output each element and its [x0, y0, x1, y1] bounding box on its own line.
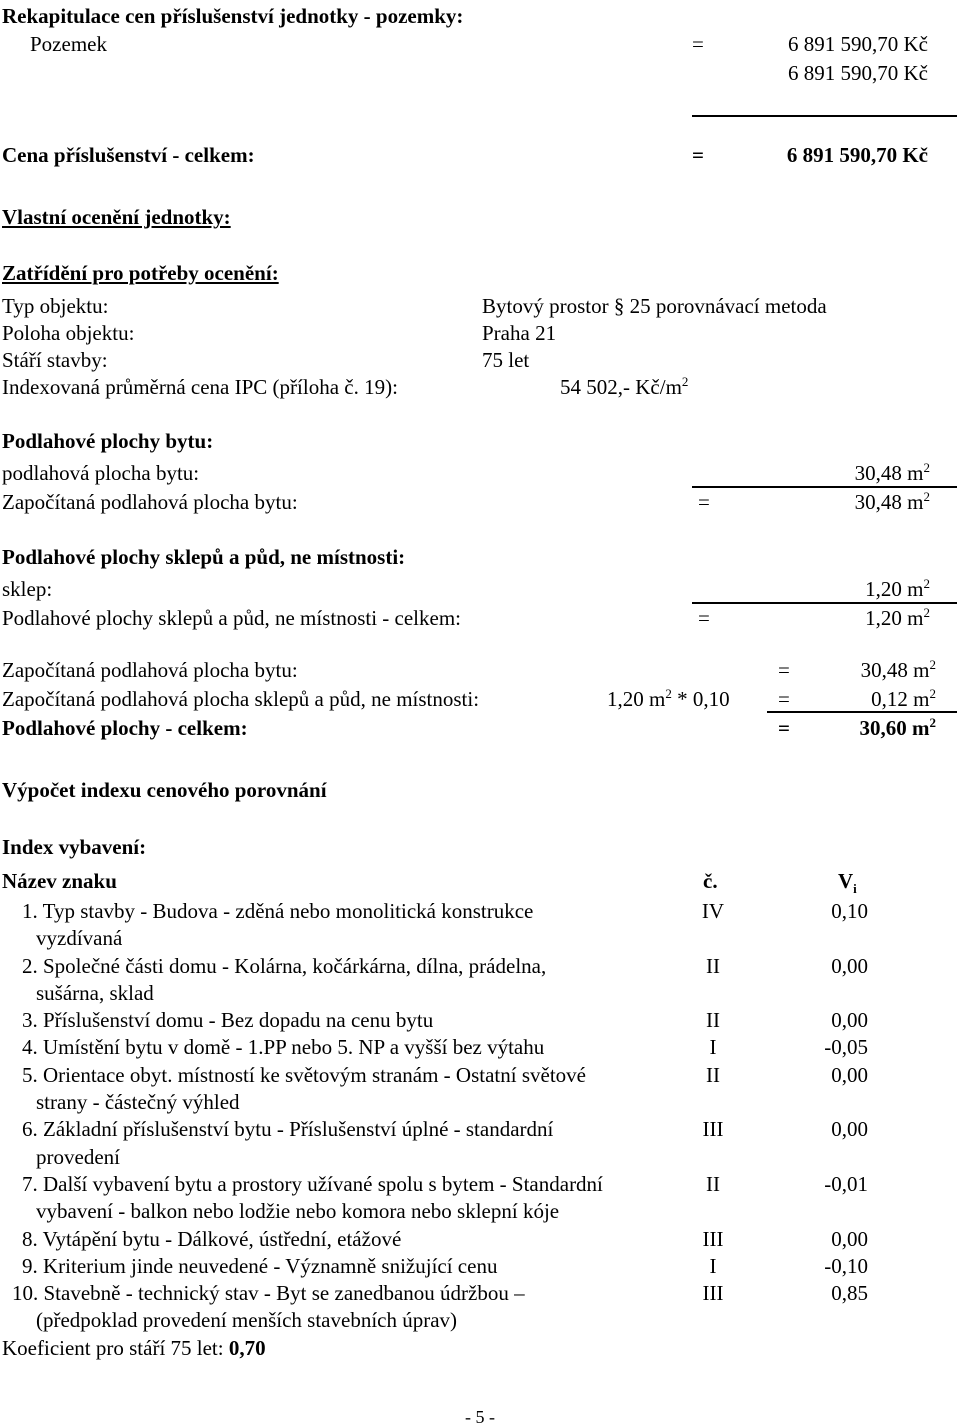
- recap-total-label: Cena příslušenství - celkem:: [2, 143, 255, 167]
- index-row-name: 1. Typ stavby - Budova - zděná nebo monolitická konstrukce: [22, 899, 534, 923]
- index-row-class: I: [709, 1035, 717, 1059]
- summary-total-value: 30,60 $m^2$: [859, 715, 936, 740]
- index-row-name-cont: provedení: [36, 1145, 120, 1169]
- ipc-label: Indexovaná průměrná cena IPC (příloha č. 19):: [2, 375, 398, 399]
- cellar-title: Podlahové plochy sklepů a půd, ne místnosti:: [2, 545, 406, 569]
- floor-row-label: podlahová plocha bytu:: [2, 461, 200, 485]
- age-value: 75 let: [482, 348, 530, 372]
- floor-counted-eq: =: [698, 490, 710, 514]
- recap-total-eq: =: [692, 143, 704, 167]
- recap-subtotal: 6 891 590,70 Kč: [788, 61, 928, 85]
- classification-title: Zatřídění pro potřeby ocenění:: [2, 261, 279, 285]
- index-row-class: II: [706, 1063, 720, 1087]
- index-col-v: $V_i$: [838, 869, 857, 896]
- floor-counted-label: Započítaná podlahová plocha bytu:: [2, 490, 298, 514]
- index-col-no: č.: [703, 869, 718, 893]
- index-row-name: 5. Orientace obyt. místností ke světovým stranám - Ostatní světové: [22, 1063, 586, 1087]
- recap-item-label: Pozemek: [30, 32, 107, 56]
- index-subtitle: Index vybavení:: [2, 835, 147, 859]
- index-row-class: III: [702, 1281, 724, 1305]
- floor-counted-value: 30,48 $m^2$: [854, 489, 930, 514]
- floor-rule: [692, 486, 957, 488]
- type-label: Typ objektu:: [2, 294, 109, 318]
- cellar-total-eq: =: [698, 606, 710, 630]
- index-row-value: 0,00: [831, 1063, 868, 1087]
- summary-row1-label: Započítaná podlahová plocha bytu:: [2, 658, 298, 682]
- index-row-value: 0,85: [831, 1281, 868, 1305]
- index-row-class: II: [706, 1008, 720, 1032]
- index-row-name: 6. Základní příslušenství bytu - Příslušenství úplné - standardní: [22, 1117, 554, 1141]
- index-row-name: 2. Společné části domu - Kolárna, kočárkárna, dílna, prádelna,: [22, 954, 547, 978]
- floor-row-value: 30,48 $m^2$: [854, 460, 930, 485]
- recap-item-value: 6 891 590,70 Kč: [788, 32, 928, 56]
- summary-row2-calc: 1,20 $m^2 * 0,10$: [607, 686, 730, 711]
- index-row-name-cont: vybavení - balkon nebo lodžie nebo komora nebo sklepní kóje: [36, 1199, 560, 1223]
- location-label: Poloha objektu:: [2, 321, 135, 345]
- index-row-name: 8. Vytápění bytu - Dálkové, ústřední, etážové: [22, 1227, 402, 1251]
- floor-title: Podlahové plochy bytu:: [2, 429, 214, 453]
- index-row-value: 0,10: [831, 899, 868, 923]
- cellar-total-label: Podlahové plochy sklepů a půd, ne místnosti - celkem:: [2, 606, 462, 630]
- index-row-name: 4. Umístění bytu v domě - 1.PP nebo 5. NP a vyšší bez výtahu: [22, 1035, 545, 1059]
- index-row-name-cont: strany - částečný výhled: [36, 1090, 240, 1114]
- cellar-row-value: 1,20 $m^2$: [865, 576, 930, 601]
- index-row-class: III: [702, 1227, 724, 1251]
- cellar-rule: [692, 602, 957, 604]
- index-row-name-cont: sušárna, sklad: [36, 981, 154, 1005]
- age-coefficient: Koeficient pro stáří 75 let: 0,70: [2, 1336, 266, 1360]
- recap-title: Rekapitulace cen příslušenství jednotky - pozemky:: [2, 4, 464, 28]
- summary-row1-value: 30,48 $m^2$: [860, 657, 936, 682]
- index-title: Výpočet indexu cenového porovnání: [2, 778, 327, 802]
- index-row-value: -0,05: [824, 1035, 868, 1059]
- page-number: - 5 -: [465, 1407, 495, 1427]
- index-row-class: II: [706, 1172, 720, 1196]
- cellar-row-label: sklep:: [2, 577, 53, 601]
- valuation-title: Vlastní ocenění jednotky:: [2, 205, 231, 229]
- summary-total-label: Podlahové plochy - celkem:: [2, 716, 248, 740]
- summary-rule: [767, 711, 957, 713]
- index-row-name-cont: vyzdívaná: [36, 926, 123, 950]
- cellar-total-value: 1,20 $m^2$: [865, 605, 930, 630]
- summary-row2-eq: =: [778, 687, 790, 711]
- ipc-value: 54 502,- $Kč/m^2$: [560, 374, 689, 399]
- type-value: Bytový prostor § 25 porovnávací metoda: [482, 294, 827, 318]
- summary-row1-eq: =: [778, 658, 790, 682]
- index-row-value: -0,01: [824, 1172, 868, 1196]
- summary-row2-value: 0,12 $m^2$: [871, 686, 936, 711]
- recap-item-eq: =: [692, 32, 704, 56]
- index-row-name: 3. Příslušenství domu - Bez dopadu na cenu bytu: [22, 1008, 434, 1032]
- index-col-name: Název znaku: [2, 869, 117, 893]
- index-row-value: -0,10: [824, 1254, 868, 1278]
- summary-row2-label: Započítaná podlahová plocha sklepů a půd, ne místnosti:: [2, 687, 480, 711]
- summary-total-eq: =: [778, 716, 790, 740]
- recap-subtotal-line: [692, 115, 957, 117]
- recap-total-value: 6 891 590,70 Kč: [786, 143, 928, 167]
- index-row-name: 9. Kriterium jinde neuvedené - Významně snižující cenu: [22, 1254, 498, 1278]
- index-row-class: IV: [701, 899, 725, 923]
- age-label: Stáří stavby:: [2, 348, 108, 372]
- index-row-value: 0,00: [831, 1008, 868, 1032]
- index-row-class: III: [702, 1117, 724, 1141]
- index-row-name-cont: (předpoklad provedení menších stavebních úprav): [36, 1308, 458, 1332]
- index-row-class: I: [709, 1254, 717, 1278]
- index-row-name: 7. Další vybavení bytu a prostory užívané spolu s bytem - Standardní: [22, 1172, 603, 1196]
- index-row-class: II: [706, 954, 720, 978]
- index-row-value: 0,00: [831, 954, 868, 978]
- index-row-name: 10. Stavebně - technický stav - Byt se zanedbanou údržbou –: [12, 1281, 525, 1305]
- location-value: Praha 21: [482, 321, 557, 345]
- index-row-value: 0,00: [831, 1117, 868, 1141]
- index-row-value: 0,00: [831, 1227, 868, 1251]
